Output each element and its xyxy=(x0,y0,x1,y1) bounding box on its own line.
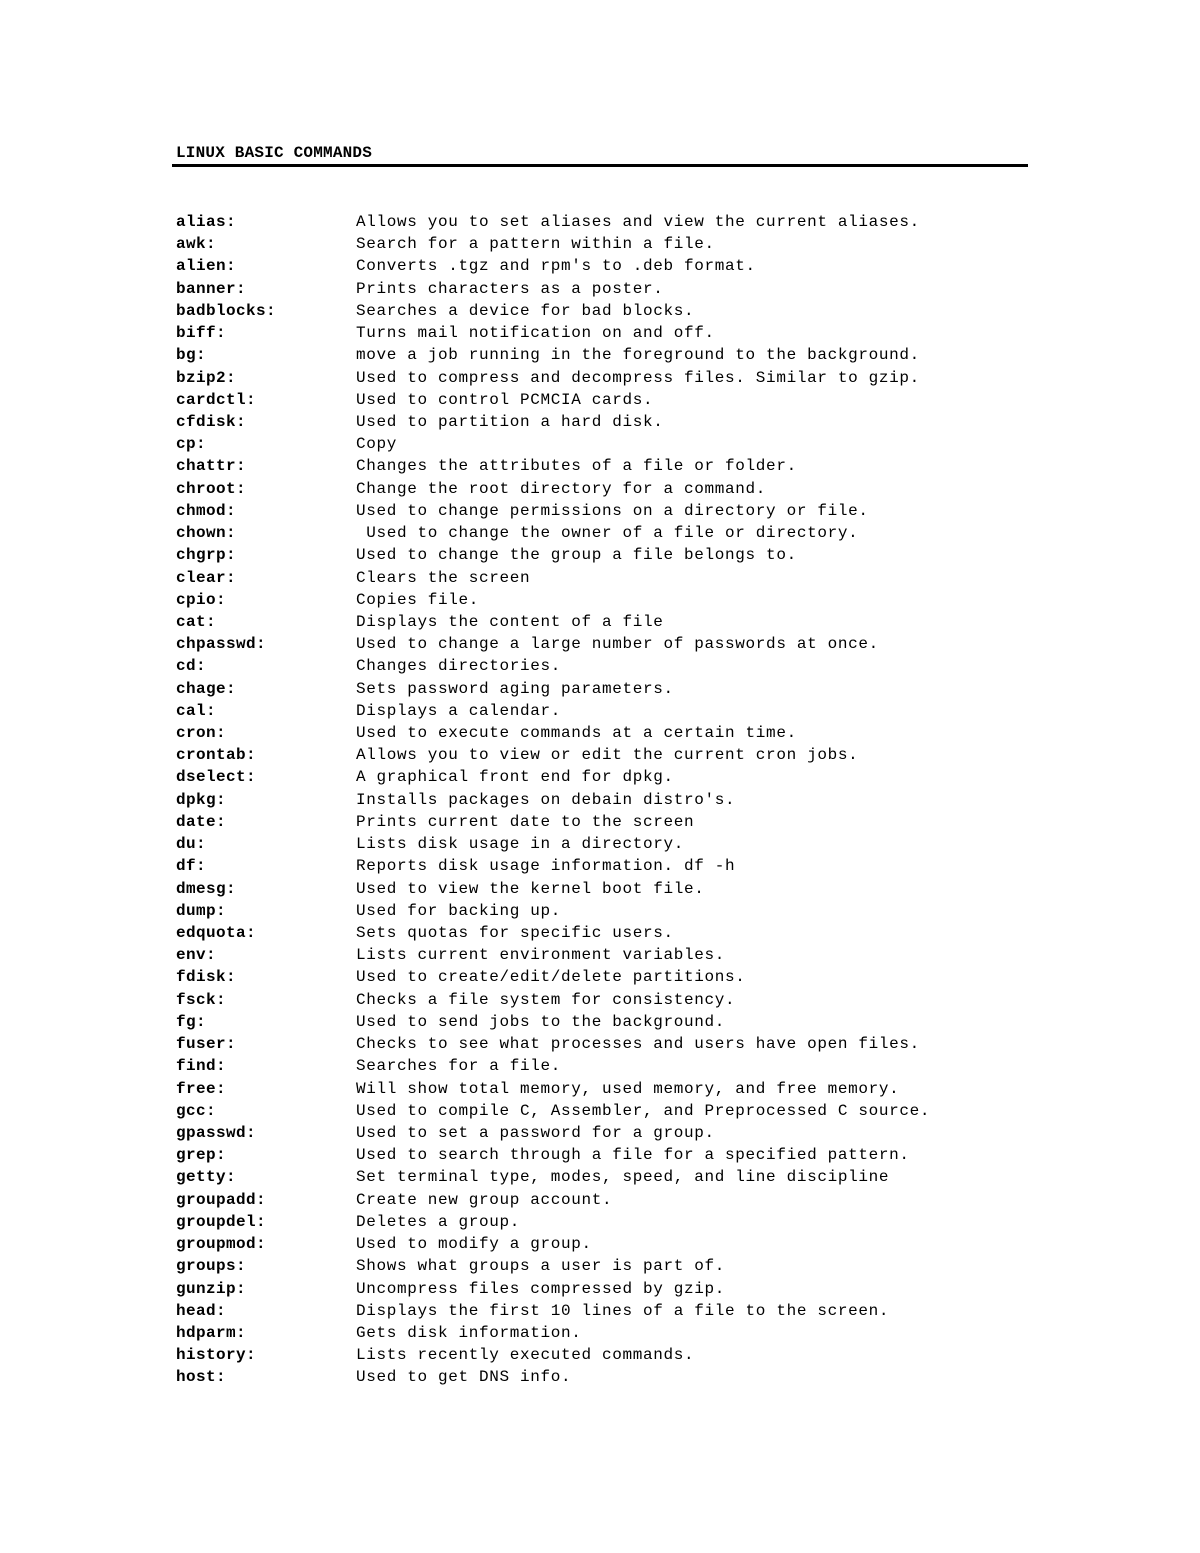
command-name: hdparm: xyxy=(176,1323,247,1342)
command-description: Clears the screen xyxy=(356,568,531,587)
command-name: gpasswd: xyxy=(176,1123,257,1142)
command-name: fuser: xyxy=(176,1035,237,1054)
list-item xyxy=(176,989,1026,1011)
command-name: bzip2: xyxy=(176,368,237,387)
list-item xyxy=(176,211,1026,233)
list-item xyxy=(176,744,1026,766)
list-item xyxy=(176,1300,1026,1322)
list-item xyxy=(176,700,1026,722)
command-description: Allows you to view or edit the current cron jobs. xyxy=(356,746,859,765)
command-name: chmod: xyxy=(176,501,237,520)
command-description: Searches a device for bad blocks. xyxy=(356,301,695,320)
command-name: gunzip: xyxy=(176,1279,247,1298)
command-name: du: xyxy=(176,835,207,854)
command-description: Copy xyxy=(356,435,398,454)
command-description: Used to control PCMCIA cards. xyxy=(356,390,654,409)
command-name: chattr: xyxy=(176,457,247,476)
command-description: Lists disk usage in a directory. xyxy=(356,835,685,854)
list-item xyxy=(176,1011,1026,1033)
command-description: Used to compress and decompress files. Similar to gzip. xyxy=(356,368,920,387)
command-name: groups: xyxy=(176,1257,247,1276)
list-item xyxy=(176,855,1026,877)
command-name: cd: xyxy=(176,657,207,676)
command-description: Used to change the owner of a file or directory. xyxy=(356,524,859,543)
command-name: fg: xyxy=(176,1012,207,1031)
command-name: banner: xyxy=(176,279,247,298)
list-item xyxy=(176,1033,1026,1055)
command-description: Converts .tgz and rpm's to .deb format. xyxy=(356,257,756,276)
command-description: Change the root directory for a command. xyxy=(356,479,767,498)
command-description: Used to search through a file for a specified pattern. xyxy=(356,1146,910,1165)
command-name: clear: xyxy=(176,568,237,587)
list-item xyxy=(176,633,1026,655)
command-name: env: xyxy=(176,946,217,965)
command-name: chage: xyxy=(176,679,237,698)
list-item xyxy=(176,1122,1026,1144)
list-item xyxy=(176,611,1026,633)
command-description: Used to view the kernel boot file. xyxy=(356,879,705,898)
command-name: history: xyxy=(176,1346,257,1365)
command-description: Create new group account. xyxy=(356,1190,613,1209)
list-item xyxy=(176,1233,1026,1255)
command-description: Turns mail notification on and off. xyxy=(356,324,715,343)
command-name: head: xyxy=(176,1301,227,1320)
command-name: dpkg: xyxy=(176,790,227,809)
command-name: df: xyxy=(176,857,207,876)
list-item xyxy=(176,1366,1026,1388)
command-name: edquota: xyxy=(176,924,257,942)
list-item xyxy=(176,966,1026,988)
command-name: chroot: xyxy=(176,479,247,498)
list-item xyxy=(176,878,1026,900)
list-item xyxy=(176,1322,1026,1344)
command-description: Lists current environment variables. xyxy=(356,946,726,965)
command-name: cal: xyxy=(176,701,217,720)
list-item xyxy=(176,233,1026,255)
list-item xyxy=(176,766,1026,788)
command-name: dump: xyxy=(176,901,227,920)
command-description: Checks to see what processes and users have open files. xyxy=(356,1035,920,1054)
list-item xyxy=(176,544,1026,566)
list-item xyxy=(176,811,1026,833)
list-item xyxy=(176,1100,1026,1122)
command-description: Used to set a password for a group. xyxy=(356,1123,715,1142)
list-item xyxy=(176,833,1026,855)
command-name: badblocks: xyxy=(176,301,277,320)
list-item xyxy=(176,944,1026,966)
command-name: cp: xyxy=(176,435,207,454)
command-name: biff: xyxy=(176,324,227,343)
list-item xyxy=(176,1055,1026,1077)
list-item xyxy=(176,900,1026,922)
list-item xyxy=(176,655,1026,677)
command-name: alien: xyxy=(176,257,237,276)
command-name: gcc: xyxy=(176,1101,217,1120)
command-description: Lists recently executed commands. xyxy=(356,1346,695,1365)
command-name: alias: xyxy=(176,213,237,231)
list-item xyxy=(176,367,1026,389)
list-item xyxy=(176,567,1026,589)
command-list xyxy=(176,211,1026,1389)
title-underline-rule xyxy=(172,164,1028,167)
command-description: Used to create/edit/delete partitions. xyxy=(356,968,746,987)
list-item xyxy=(176,722,1026,744)
command-description: Uncompress files compressed by gzip. xyxy=(356,1279,726,1298)
command-name: bg: xyxy=(176,346,207,365)
command-description: Shows what groups a user is part of. xyxy=(356,1257,726,1276)
list-item xyxy=(176,522,1026,544)
command-name: groupdel: xyxy=(176,1212,267,1231)
command-description: Sets quotas for specific users. xyxy=(356,924,674,942)
list-item xyxy=(176,589,1026,611)
command-description: Checks a file system for consistency. xyxy=(356,990,736,1009)
list-item xyxy=(176,1211,1026,1233)
command-description: Allows you to set aliases and view the current aliases. xyxy=(356,213,920,231)
command-name: fsck: xyxy=(176,990,227,1009)
command-description: Used to partition a hard disk. xyxy=(356,412,664,431)
list-item xyxy=(176,344,1026,366)
list-item xyxy=(176,389,1026,411)
command-description: Installs packages on debain distro's. xyxy=(356,790,736,809)
command-name: host: xyxy=(176,1368,227,1387)
command-description: Used for backing up. xyxy=(356,901,562,920)
list-item xyxy=(176,1255,1026,1277)
command-name: find: xyxy=(176,1057,227,1076)
command-description: Will show total memory, used memory, and free memory. xyxy=(356,1079,900,1098)
command-name: groupadd: xyxy=(176,1190,267,1209)
list-item xyxy=(176,1166,1026,1188)
command-name: cron: xyxy=(176,724,227,743)
command-description: Sets password aging parameters. xyxy=(356,679,674,698)
page-title: LINUX BASIC COMMANDS xyxy=(176,144,373,162)
list-item xyxy=(176,411,1026,433)
command-description: A graphical front end for dpkg. xyxy=(356,768,674,787)
command-name: crontab: xyxy=(176,746,257,765)
command-description: Displays the first 10 lines of a file to the screen. xyxy=(356,1301,890,1320)
list-item xyxy=(176,255,1026,277)
command-name: dselect: xyxy=(176,768,257,787)
command-description: Used to send jobs to the background. xyxy=(356,1012,726,1031)
command-name: chgrp: xyxy=(176,546,237,565)
command-description: Deletes a group. xyxy=(356,1212,521,1231)
command-description: Displays a calendar. xyxy=(356,701,562,720)
command-description: Used to change permissions on a directory or file. xyxy=(356,501,869,520)
command-description: Displays the content of a file xyxy=(356,612,664,631)
command-name: free: xyxy=(176,1079,227,1098)
list-item xyxy=(176,1344,1026,1366)
command-description: Used to change the group a file belongs to. xyxy=(356,546,797,565)
command-name: cat: xyxy=(176,612,217,631)
command-description: Search for a pattern within a file. xyxy=(356,235,715,254)
list-item xyxy=(176,1278,1026,1300)
command-description: Gets disk information. xyxy=(356,1323,582,1342)
command-name: cardctl: xyxy=(176,390,257,409)
command-description: Used to get DNS info. xyxy=(356,1368,572,1387)
command-description: move a job running in the foreground to the background. xyxy=(356,346,920,365)
command-name: grep: xyxy=(176,1146,227,1165)
command-description: Set terminal type, modes, speed, and line discipline xyxy=(356,1168,890,1187)
command-name: chown: xyxy=(176,524,237,543)
list-item xyxy=(176,1189,1026,1211)
command-name: groupmod: xyxy=(176,1235,267,1254)
command-description: Reports disk usage information. df -h xyxy=(356,857,736,876)
command-description: Used to modify a group. xyxy=(356,1235,592,1254)
command-name: cpio: xyxy=(176,590,227,609)
command-description: Prints current date to the screen xyxy=(356,812,695,831)
command-name: cfdisk: xyxy=(176,412,247,431)
command-description: Changes directories. xyxy=(356,657,562,676)
command-name: dmesg: xyxy=(176,879,237,898)
list-item xyxy=(176,1144,1026,1166)
list-item xyxy=(176,500,1026,522)
command-name: getty: xyxy=(176,1168,237,1187)
command-name: chpasswd: xyxy=(176,635,267,654)
list-item xyxy=(176,300,1026,322)
command-description: Used to compile C, Assembler, and Preprocessed C source. xyxy=(356,1101,931,1120)
list-item xyxy=(176,478,1026,500)
command-name: awk: xyxy=(176,235,217,254)
list-item xyxy=(176,678,1026,700)
command-description: Searches for a file. xyxy=(356,1057,562,1076)
command-description: Prints characters as a poster. xyxy=(356,279,664,298)
command-description: Used to change a large number of passwords at once. xyxy=(356,635,879,654)
list-item xyxy=(176,322,1026,344)
list-item xyxy=(176,922,1026,944)
list-item xyxy=(176,789,1026,811)
list-item xyxy=(176,433,1026,455)
command-description: Used to execute commands at a certain time. xyxy=(356,724,797,743)
list-item xyxy=(176,1078,1026,1100)
list-item xyxy=(176,278,1026,300)
command-description: Copies file. xyxy=(356,590,480,609)
list-item xyxy=(176,455,1026,477)
command-name: date: xyxy=(176,812,227,831)
command-description: Changes the attributes of a file or folder. xyxy=(356,457,797,476)
command-name: fdisk: xyxy=(176,968,237,987)
